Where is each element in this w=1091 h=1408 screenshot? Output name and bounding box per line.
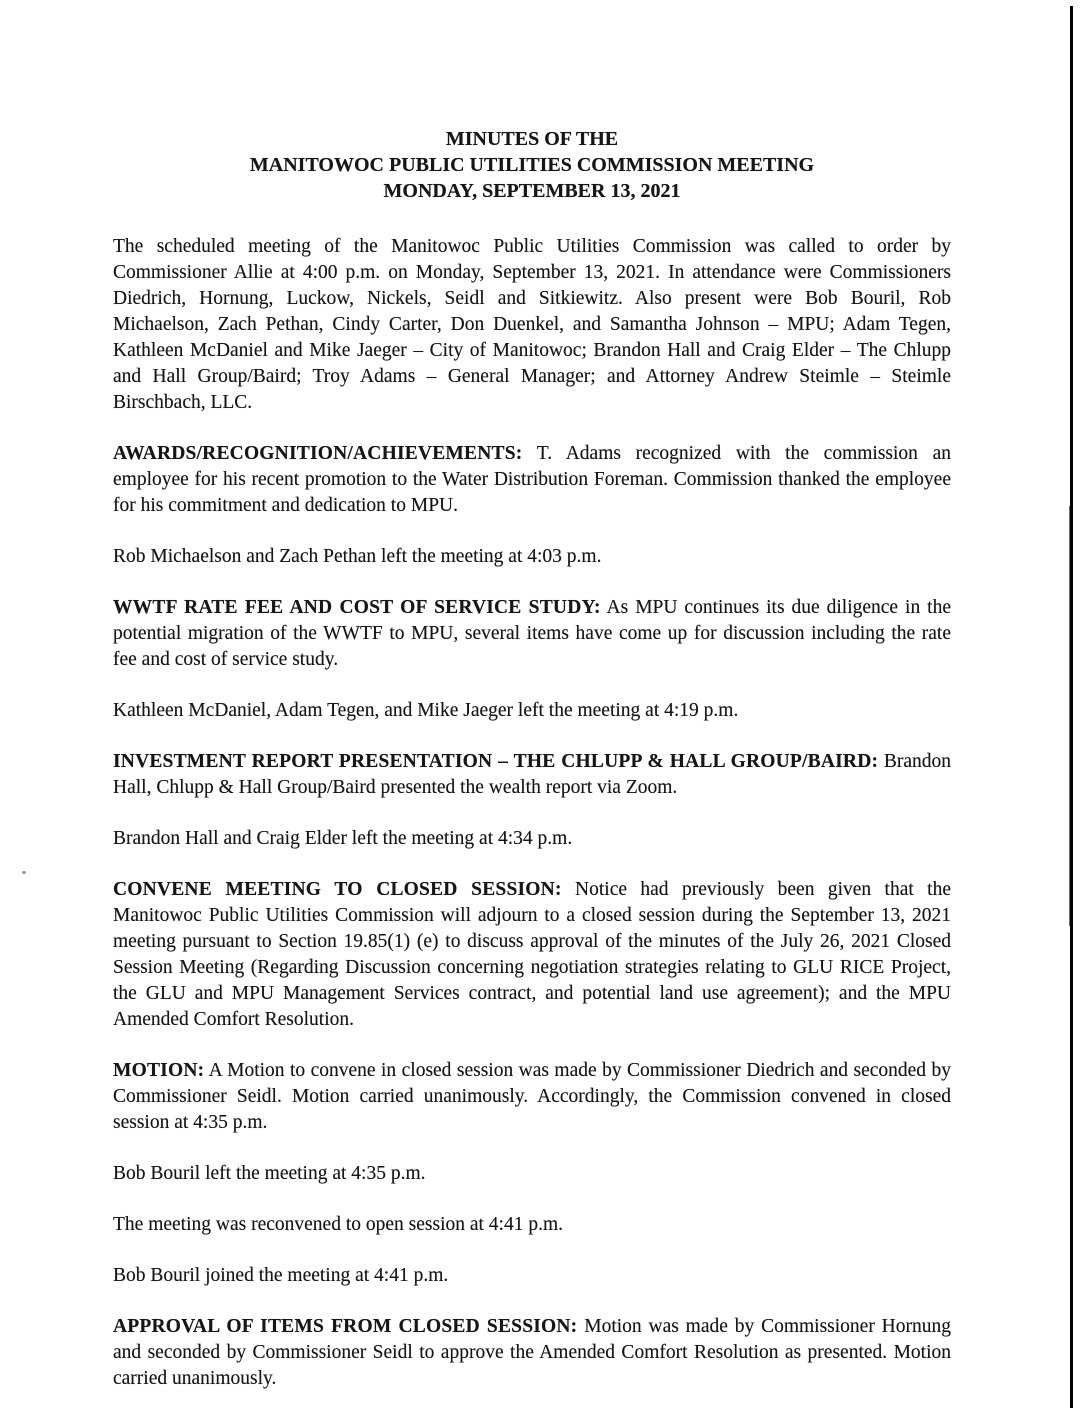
document-title bbox=[113, 126, 951, 204]
paragraph-mcdaniel-tegen-jaeger-left bbox=[113, 698, 951, 724]
paragraph-text: Brandon Hall and Craig Elder left the meeting at 4:34 p.m. bbox=[113, 828, 573, 849]
section-heading-wwtf: WWTF RATE FEE AND COST OF SERVICE STUDY: bbox=[113, 597, 601, 618]
paragraph-bouril-joined bbox=[113, 1263, 951, 1289]
paragraph-michaelson-pethan-left bbox=[113, 544, 951, 570]
section-heading-motion: MOTION: bbox=[113, 1060, 205, 1081]
left-margin-speck bbox=[22, 871, 26, 874]
paragraph-text: The scheduled meeting of the Manitowoc Public Utilities Commission was called to order by Commissioner Allie at 4:00 p.m. on Monday, September 13, 2021. In attendance were Commissioners Diedrich, Hornung, Luckow, Nickels, Seidl and Sitkiewitz. Also present were Bob Bouril, Rob Michaelson, Zach Pethan, Cindy Carter, Don Duenkel, and Samantha Johnson – MPU; Adam Tegen, Kathleen McDaniel and Mike Jaeger – City of Manitowoc; Brandon Hall and Craig Elder – The Chlupp and Hall Group/Baird; Troy Adams – General Manager; and Attorney Andrew Steimle – Steimle Birschbach, LLC. bbox=[113, 236, 951, 413]
paragraph-attendance bbox=[113, 234, 951, 416]
paragraph-bouril-left bbox=[113, 1161, 951, 1187]
paragraph-reconvened-open-session bbox=[113, 1212, 951, 1238]
paragraph-text: Motion was made by Commissioner Hornung and seconded by Commissioner Seidl to approve the Amended Comfort Resolution as presented. Motion carried unanimously. bbox=[113, 1316, 951, 1389]
section-heading-investment: INVESTMENT REPORT PRESENTATION – THE CHLUPP & HALL GROUP/BAIRD: bbox=[113, 751, 879, 772]
paragraph-text: As MPU continues its due diligence in the potential migration of the WWTF to MPU, several items have come up for discussion including the rate fee and cost of service study. bbox=[113, 597, 951, 670]
title-line-1: MINUTES OF THE bbox=[445, 128, 619, 150]
paragraph-awards bbox=[113, 441, 951, 519]
paragraph-text: Bob Bouril joined the meeting at 4:41 p.m. bbox=[113, 1265, 449, 1286]
paragraph-convene-closed-session bbox=[113, 877, 951, 1033]
section-heading-convene: CONVENE MEETING TO CLOSED SESSION: bbox=[113, 879, 562, 900]
paragraph-investment-report bbox=[113, 749, 951, 801]
paragraph-text: T. Adams recognized with the commission an employee for his recent promotion to the Water Distribution Foreman. Commission thanked the employee for his commitment and dedication to MPU. bbox=[113, 443, 951, 516]
section-heading-awards: AWARDS/RECOGNITION/ACHIEVEMENTS: bbox=[113, 443, 523, 464]
document-text-block bbox=[113, 126, 951, 1408]
paragraph-text: Brandon Hall, Chlupp & Hall Group/Baird presented the wealth report via Zoom. bbox=[113, 751, 951, 798]
paragraph-text: A Motion to convene in closed session was made by Commissioner Diedrich and seconded by Commissioner Seidl. Motion carried unanimously. Accordingly, the Commission convened in closed session at 4:35 p.m. bbox=[113, 1060, 951, 1133]
paragraph-wwtf-rate-fee bbox=[113, 595, 951, 673]
title-line-2: MANITOWOC PUBLIC UTILITIES COMMISSION MEETING bbox=[249, 154, 815, 176]
right-edge-scan-line bbox=[1070, 6, 1073, 1408]
paragraph-motion bbox=[113, 1058, 951, 1136]
paragraph-text: The meeting was reconvened to open session at 4:41 p.m. bbox=[113, 1214, 564, 1235]
section-heading-approval: APPROVAL OF ITEMS FROM CLOSED SESSION: bbox=[113, 1316, 578, 1337]
paragraph-hall-elder-left bbox=[113, 826, 951, 852]
paragraph-approval-closed-session bbox=[113, 1314, 951, 1392]
title-line-3: MONDAY, SEPTEMBER 13, 2021 bbox=[383, 180, 681, 202]
paragraph-text: Rob Michaelson and Zach Pethan left the meeting at 4:03 p.m. bbox=[113, 546, 602, 567]
paragraph-text: Kathleen McDaniel, Adam Tegen, and Mike Jaeger left the meeting at 4:19 p.m. bbox=[113, 700, 739, 721]
paragraph-text: Bob Bouril left the meeting at 4:35 p.m. bbox=[113, 1163, 426, 1184]
paragraph-text: Notice had previously been given that the Manitowoc Public Utilities Commission will adjourn to a closed session during the September 13, 2021 meeting pursuant to Section 19.85(1) (e) to discuss approval of the minutes of the July 26, 2021 Closed Session Meeting (Regarding Discussion concerning negotiation strategies relating to GLU RICE Project, the GLU and MPU Management Services contract, and potential land use agreement); and the MPU Amended Comfort Resolution. bbox=[113, 879, 952, 1030]
